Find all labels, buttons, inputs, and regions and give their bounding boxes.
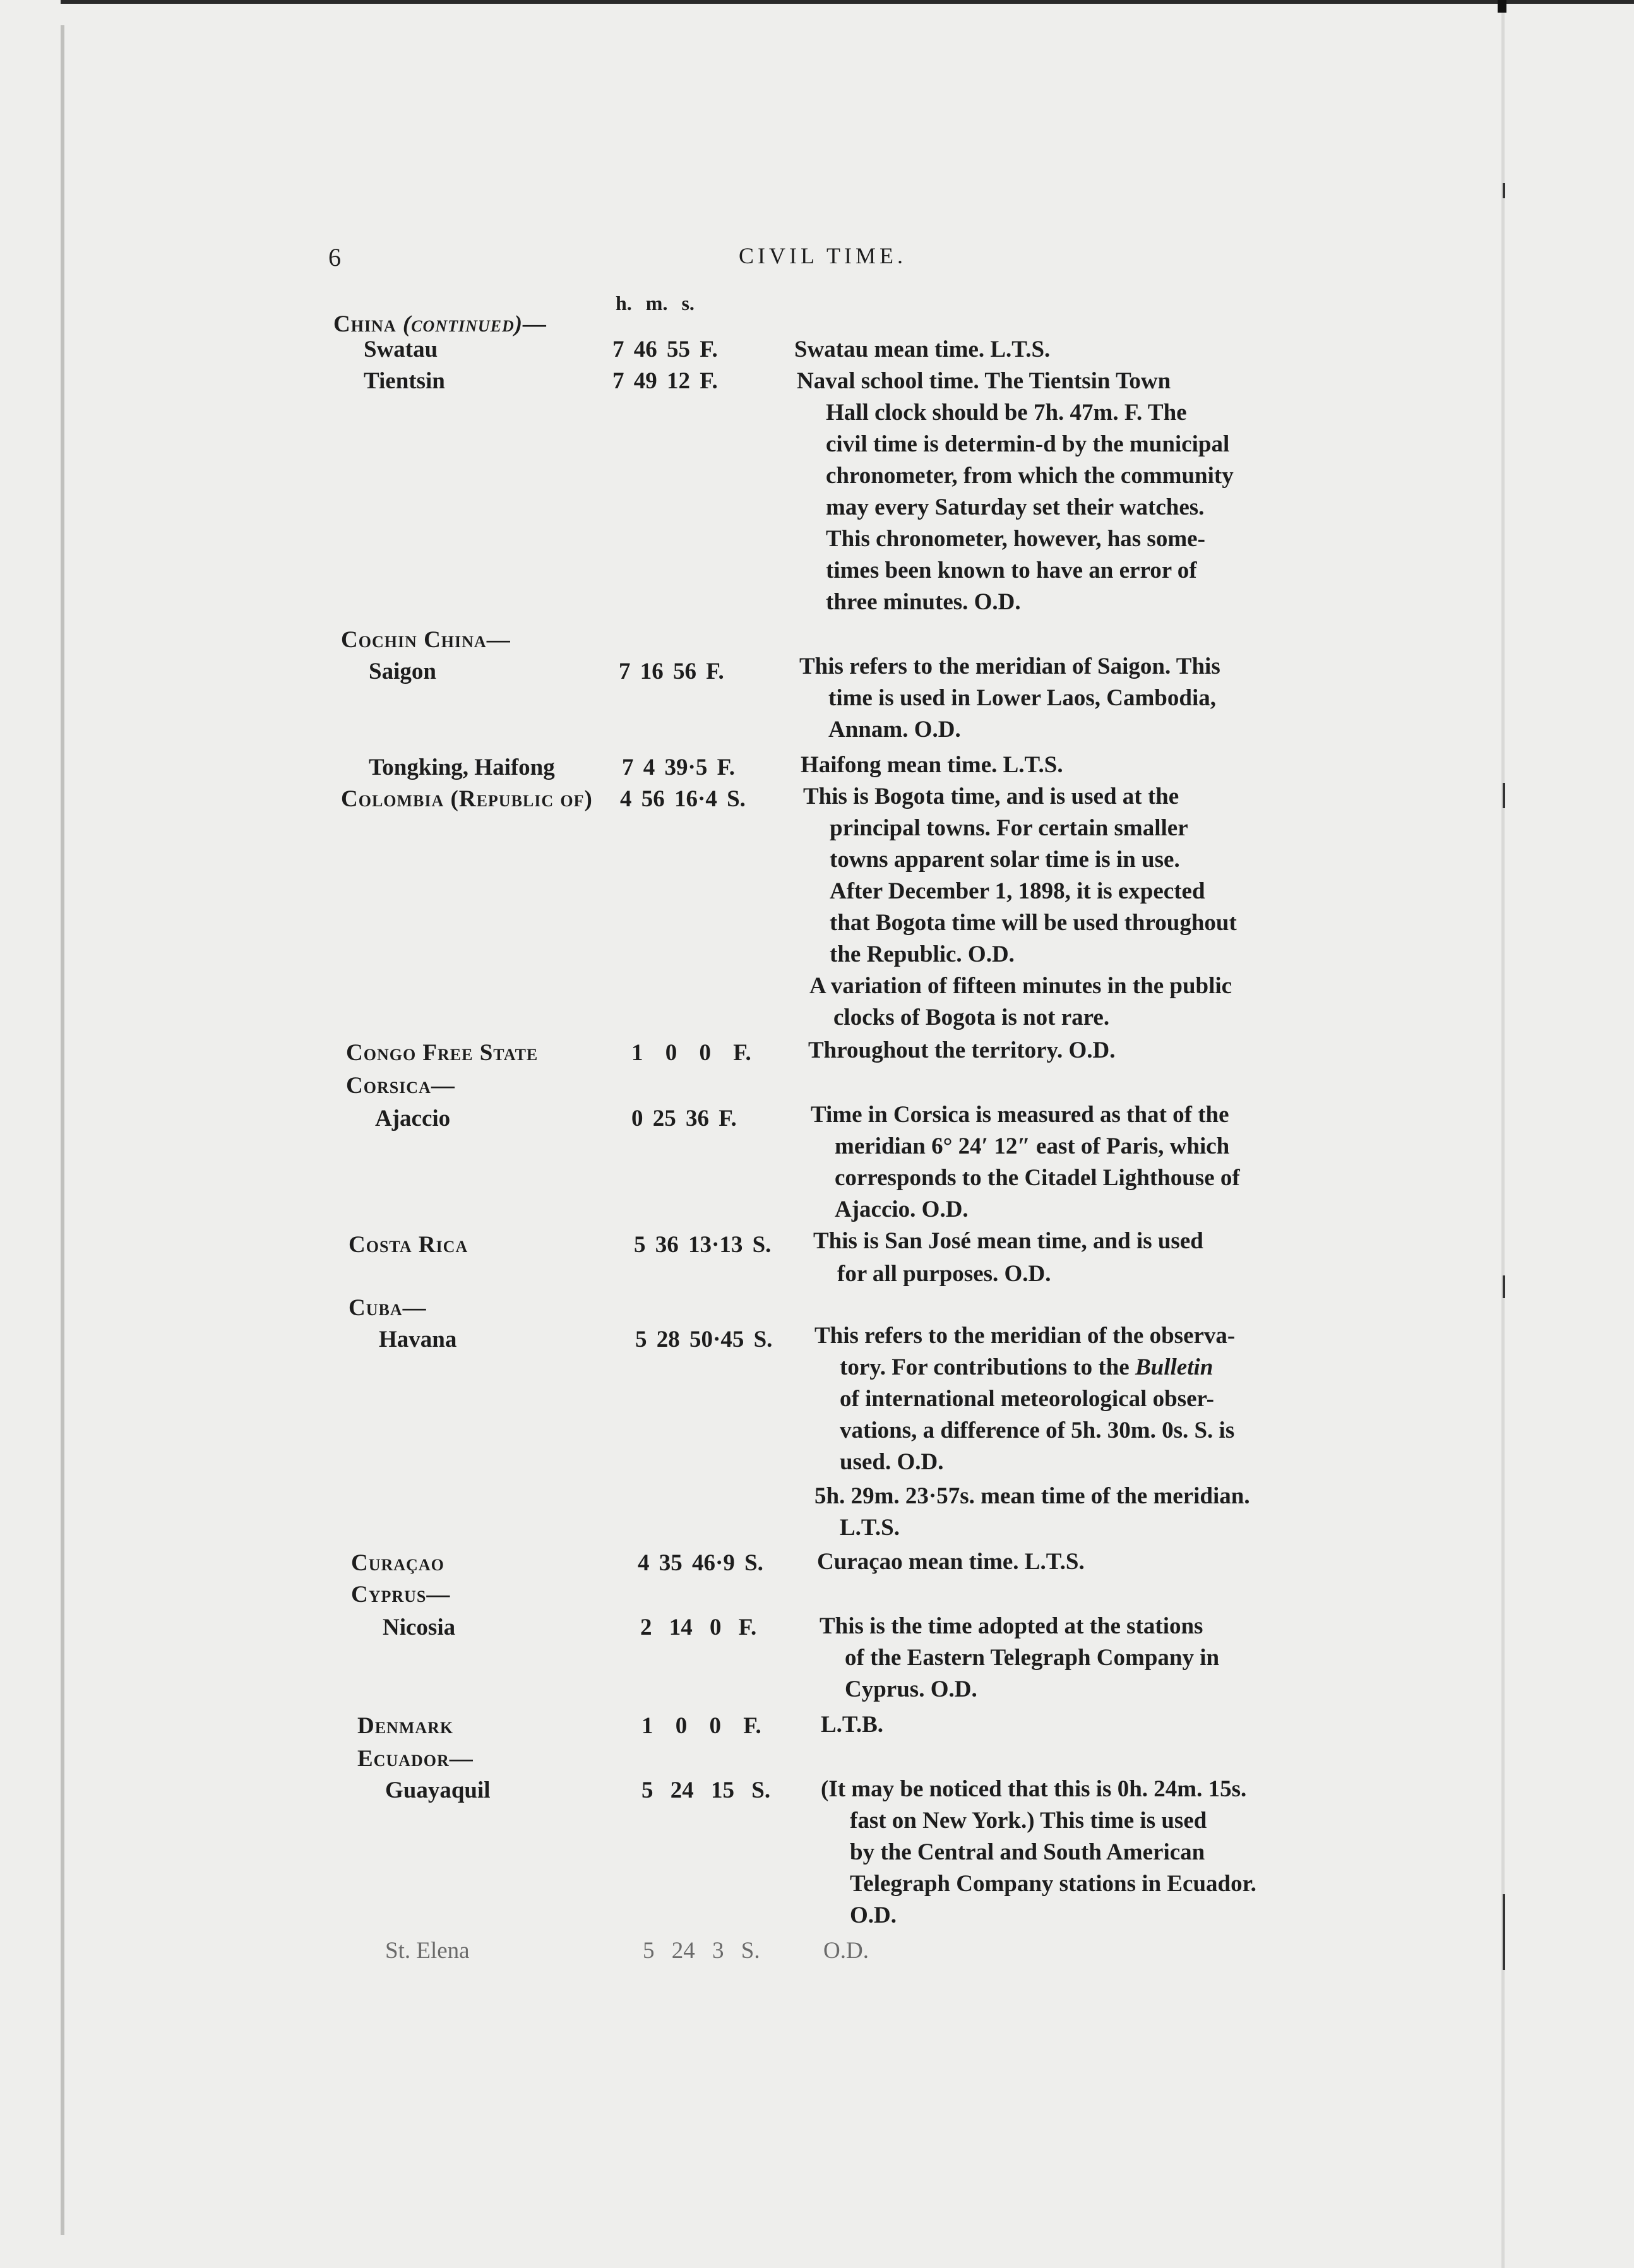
note-line: that Bogota time will be used throughout — [830, 910, 1237, 936]
note-line: Curaçao mean time. L.T.S. — [817, 1549, 1085, 1575]
place-name: Saigon — [369, 659, 436, 684]
note-line: time is used in Lower Laos, Cambodia, — [828, 685, 1216, 711]
margin-mark — [1503, 1275, 1505, 1298]
note-line: After December 1, 1898, it is expected — [830, 878, 1205, 904]
note-line: This is the time adopted at the stations — [820, 1613, 1203, 1639]
note-line: This refers to the meridian of the observa- — [814, 1323, 1236, 1349]
country-heading: China (continued)— — [333, 311, 547, 337]
units-header: h. m. s. — [616, 292, 695, 314]
time-value: 0 25 36 F. — [631, 1106, 737, 1131]
country-heading: Denmark — [357, 1713, 454, 1739]
running-head: CIVIL TIME. — [739, 243, 907, 268]
note-line: This is San José mean time, and is used — [813, 1228, 1203, 1254]
note-line: Ajaccio. O.D. — [835, 1197, 969, 1222]
note-line: times been known to have an error of — [826, 558, 1197, 583]
time-value: 1 0 0 F. — [631, 1040, 751, 1066]
note-line: Haifong mean time. L.T.S. — [801, 752, 1063, 778]
note-line: three minutes. O.D. — [826, 589, 1021, 615]
page-number: 6 — [328, 243, 341, 272]
time-value: 5 24 3 S. — [643, 1938, 760, 1964]
note-line: Annam. O.D. — [828, 717, 961, 743]
place-name: Tientsin — [364, 368, 445, 394]
time-value: 7 16 56 F. — [619, 659, 724, 684]
note-line: fast on New York.) This time is used — [850, 1808, 1207, 1834]
country-heading: Corsica— — [346, 1073, 455, 1099]
page-left-edge — [61, 25, 64, 2235]
note-line: clocks of Bogota is not rare. — [833, 1005, 1110, 1030]
note-line: Naval school time. The Tientsin Town — [797, 368, 1171, 394]
country-heading: Cuba— — [349, 1295, 427, 1321]
margin-mark — [1503, 783, 1505, 808]
note-line: civil time is determin‑d by the municipal — [826, 431, 1230, 457]
country-heading: Curaçao — [351, 1550, 444, 1576]
note-line: tory. For contributions to the Bulletin — [840, 1354, 1214, 1380]
country-heading: Ecuador— — [357, 1746, 474, 1772]
place-name: Havana — [379, 1327, 457, 1352]
note-line: O.D. — [850, 1902, 897, 1928]
country-heading: Cyprus— — [351, 1582, 451, 1608]
note-line: corresponds to the Citadel Lighthouse of — [835, 1165, 1240, 1191]
note-line: by the Central and South American — [850, 1839, 1205, 1865]
time-value: 2 14 0 F. — [640, 1614, 757, 1640]
note-line: 5h. 29m. 23·57s. mean time of the meridian. — [814, 1483, 1250, 1509]
time-value: 7 4 39·5 F. — [622, 755, 736, 780]
note-line: vations, a difference of 5h. 30m. 0s. S. is — [840, 1418, 1235, 1443]
page-corner-mark — [1498, 0, 1506, 13]
page-top-edge — [61, 0, 1634, 4]
note-line: Throughout the territory. O.D. — [808, 1037, 1116, 1063]
note-line: meridian 6° 24′ 12″ east of Paris, which — [835, 1133, 1230, 1159]
note-line: of the Eastern Telegraph Company in — [845, 1645, 1220, 1671]
place-name: Swatau — [364, 337, 438, 362]
note-line: the Republic. O.D. — [830, 941, 1015, 967]
note-line: O.D. — [823, 1938, 869, 1964]
time-value: 7 46 55 F. — [612, 337, 718, 362]
note-line: Telegraph Company stations in Ecuador. — [850, 1871, 1256, 1897]
country-heading: Congo Free State — [346, 1040, 539, 1066]
note-line: for all purposes. O.D. — [837, 1261, 1051, 1287]
place-name: Guayaquil — [385, 1777, 491, 1803]
place-name: Nicosia — [383, 1614, 456, 1640]
note-line: Swatau mean time. L.T.S. — [794, 337, 1051, 362]
time-value: 5 36 13·13 S. — [634, 1232, 772, 1258]
note-line: This refers to the meridian of Saigon. This — [799, 654, 1220, 679]
note-line: chronometer, from which the community — [826, 463, 1234, 489]
time-value: 5 28 50·45 S. — [635, 1327, 773, 1352]
note-line: A variation of fifteen minutes in the public — [809, 973, 1232, 999]
note-line: Hall clock should be 7h. 47m. F. The — [826, 400, 1187, 426]
country-heading: Colombia (Republic of) — [341, 786, 593, 812]
place-name: Tongking, Haifong — [369, 755, 555, 780]
note-line: towns apparent solar time is in use. — [830, 847, 1180, 873]
note-line: Time in Corsica is measured as that of the — [811, 1102, 1229, 1128]
country-heading: Costa Rica — [349, 1232, 468, 1258]
margin-mark — [1503, 183, 1505, 198]
note-line: This is Bogota time, and is used at the — [803, 784, 1179, 809]
country-heading: Cochin China— — [341, 627, 511, 653]
note-line: L.T.B. — [821, 1712, 884, 1738]
note-line: This chronometer, however, has some- — [826, 526, 1205, 552]
note-line: of international meteorological obser- — [840, 1386, 1214, 1412]
note-line: principal towns. For certain smaller — [830, 815, 1188, 841]
time-value: 7 49 12 F. — [612, 368, 718, 394]
time-value: 4 35 46·9 S. — [638, 1550, 763, 1576]
time-value: 4 56 16·4 S. — [620, 786, 746, 812]
note-line: may every Saturday set their watches. — [826, 494, 1205, 520]
note-line: Cyprus. O.D. — [845, 1676, 977, 1702]
place-name: Ajaccio — [375, 1106, 451, 1131]
time-value: 5 24 15 S. — [641, 1777, 771, 1803]
note-line: (It may be noticed that this is 0h. 24m. 15s. — [821, 1776, 1247, 1802]
margin-mark — [1503, 1894, 1505, 1970]
time-value: 1 0 0 F. — [641, 1713, 761, 1739]
place-name: St. Elena — [385, 1938, 470, 1964]
note-line: used. O.D. — [840, 1449, 944, 1475]
note-line: L.T.S. — [840, 1515, 900, 1541]
